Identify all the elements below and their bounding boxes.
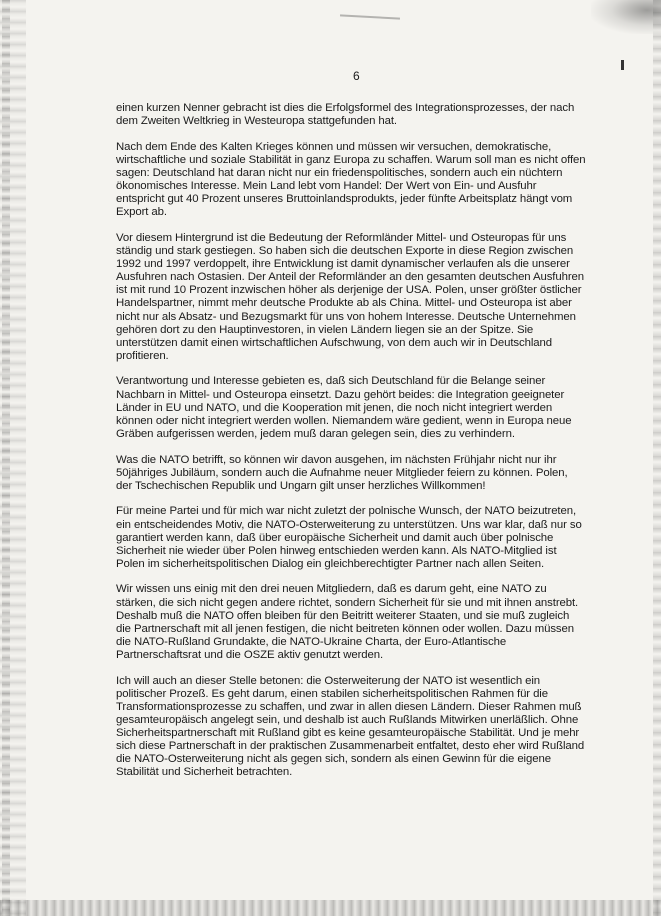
paragraph-1: einen kurzen Nenner gebracht ist dies die Erfolgsformel des Integrationsprozesses, der nach dem Zweiten Weltkrieg in Westeuropa stattgefunden hat. (116, 102, 575, 128)
margin-mark (621, 60, 624, 70)
scan-stroke (340, 14, 400, 19)
paragraph-3: Vor diesem Hintergrund ist die Bedeutung der Reformländer Mittel- und Osteuropas für uns ständig und stark gestiegen. So haben sich die deutschen Exporte in diese Region zwischen 1992 und 1997 verdoppelt, ihre Entwicklung ist damit dynamischer verlaufen als die unserer Ausfuhren nach Ostasien. Der Anteil der Reformländer an den gesamten deutschen Ausfuhren ist mit rund 10 Prozent inzwischen höher als derjenige der USA. Polen, unser größter östlicher Handelspartner, nimmt mehr deutsche Produkte ab als China. Mittel- und Osteuropa ist aber nicht nur als Absatz- und Bezugsmarkt für uns von hohem Interesse. Deutsche Unternehmen gehören dort zu den Hauptinvestoren, in vielen Ländern liegen sie an der Spitze. Sie unterstützen damit einen wirtschaftlichen Aufschwung, von dem auch wir in Deutschland profitieren. (116, 231, 584, 362)
paragraph-4: Verantwortung und Interesse gebieten es, daß sich Deutschland für die Belange seiner Nachbarn in Mittel- und Osteuropa einsetzt. Dazu gehört beides: die Integration geeigneter Länder in EU und NATO, und die Kooperation mit jenen, die noch nicht integriert werden können oder nicht integriert werden wollen. Niemandem wäre gedient, wenn in Europa neue Gräben aufgerissen werden, jedem muß daran gelegen sein, dies zu verhindern. (116, 375, 572, 440)
paragraph-5: Was die NATO betrifft, so können wir davon ausgehen, im nächsten Frühjahr nicht nur ihr 50jähriges Jubiläum, sondern auch die Aufnahme neuer Mitglieder feiern zu können. Polen, der Tschechischen Republik und Ungarn gilt unser herzliches Willkommen! (116, 453, 568, 492)
paragraph-6: Für meine Partei und für mich war nicht zuletzt der polnische Wunsch, der NATO beizutreten, ein entscheidendes Motiv, die NATO-Osterweiterung zu unterstützen. Uns war klar, daß nur so garantiert werden kann, daß über europäische Sicherheit und damit auch über polnische Sicherheit nie wieder über Polen hinweg entschieden werden kann. Als NATO-Mitglied ist Polen im sicherheitspolitischen Dialog ein gleichberechtigter Partner nach allen Seiten. (116, 505, 582, 570)
body-text (116, 102, 586, 792)
paragraph-7: Wir wissen uns einig mit den drei neuen Mitgliedern, daß es darum geht, eine NATO zu stärken, die sich nicht gegen andere richtet, sondern Sicherheit für sie und mit ihnen anstrebt. Deshalb muß die NATO offen bleiben für den Beitritt weiterer Staaten, und sie muß zugleich die Partnerschaft mit all jenen festigen, die nicht beitreten können oder wollen. Dazu müssen die NATO-Rußland Grundakte, die NATO-Ukraine Charta, der Euro-Atlantische Partnerschaftsrat und die OSZE aktiv genutzt werden. (116, 583, 579, 661)
scan-edge-right (653, 0, 661, 916)
paragraph-8: Ich will auch an dieser Stelle betonen: die Osterweiterung der NATO ist wesentlich ein politischer Prozeß. Es geht darum, einen stabilen sicherheitspolitischen Rahmen für die Transformationsprozesse zu schaffen, und zwar in allen diesen Ländern. Dieser Rahmen muß gesamteuropäisch angelegt sein, und deshalb ist auch Rußlands Mitwirken unerläßlich. Ohne Sicherheitspartnerschaft mit Rußland gibt es keine gesamteuropäische Stabilität. Und je mehr sich diese Partnerschaft in der praktischen Zusammenarbeit entfaltet, desto eher wird Rußland die NATO-Osterweiterung nicht als gegen sich, sondern als einen Gewinn für die eigene Stabilität und Sicherheit betrachten. (116, 674, 585, 779)
paragraph-2: Nach dem Ende des Kalten Krieges können und müssen wir versuchen, demokratische, wirtschaftliche und soziale Stabilität in ganz Europa zu schaffen. Warum soll man es nicht offen sagen: Deutschland hat daran nicht nur ein friedenspolitisches, sondern auch ein nüchtern ökonomisches Interesse. Mein Land lebt vom Handel: Der Wert von Ein- und Ausfuhr entspricht gut 40 Prozent unseres Bruttoinlandsprodukts, jeder fünfte Arbeitsplatz hängt vom Export ab. (116, 140, 586, 219)
page-number: 6 (353, 69, 360, 83)
scan-corner-smudge (591, 0, 661, 34)
scan-edge-left (0, 0, 26, 916)
scan-edge-bottom (0, 900, 661, 916)
